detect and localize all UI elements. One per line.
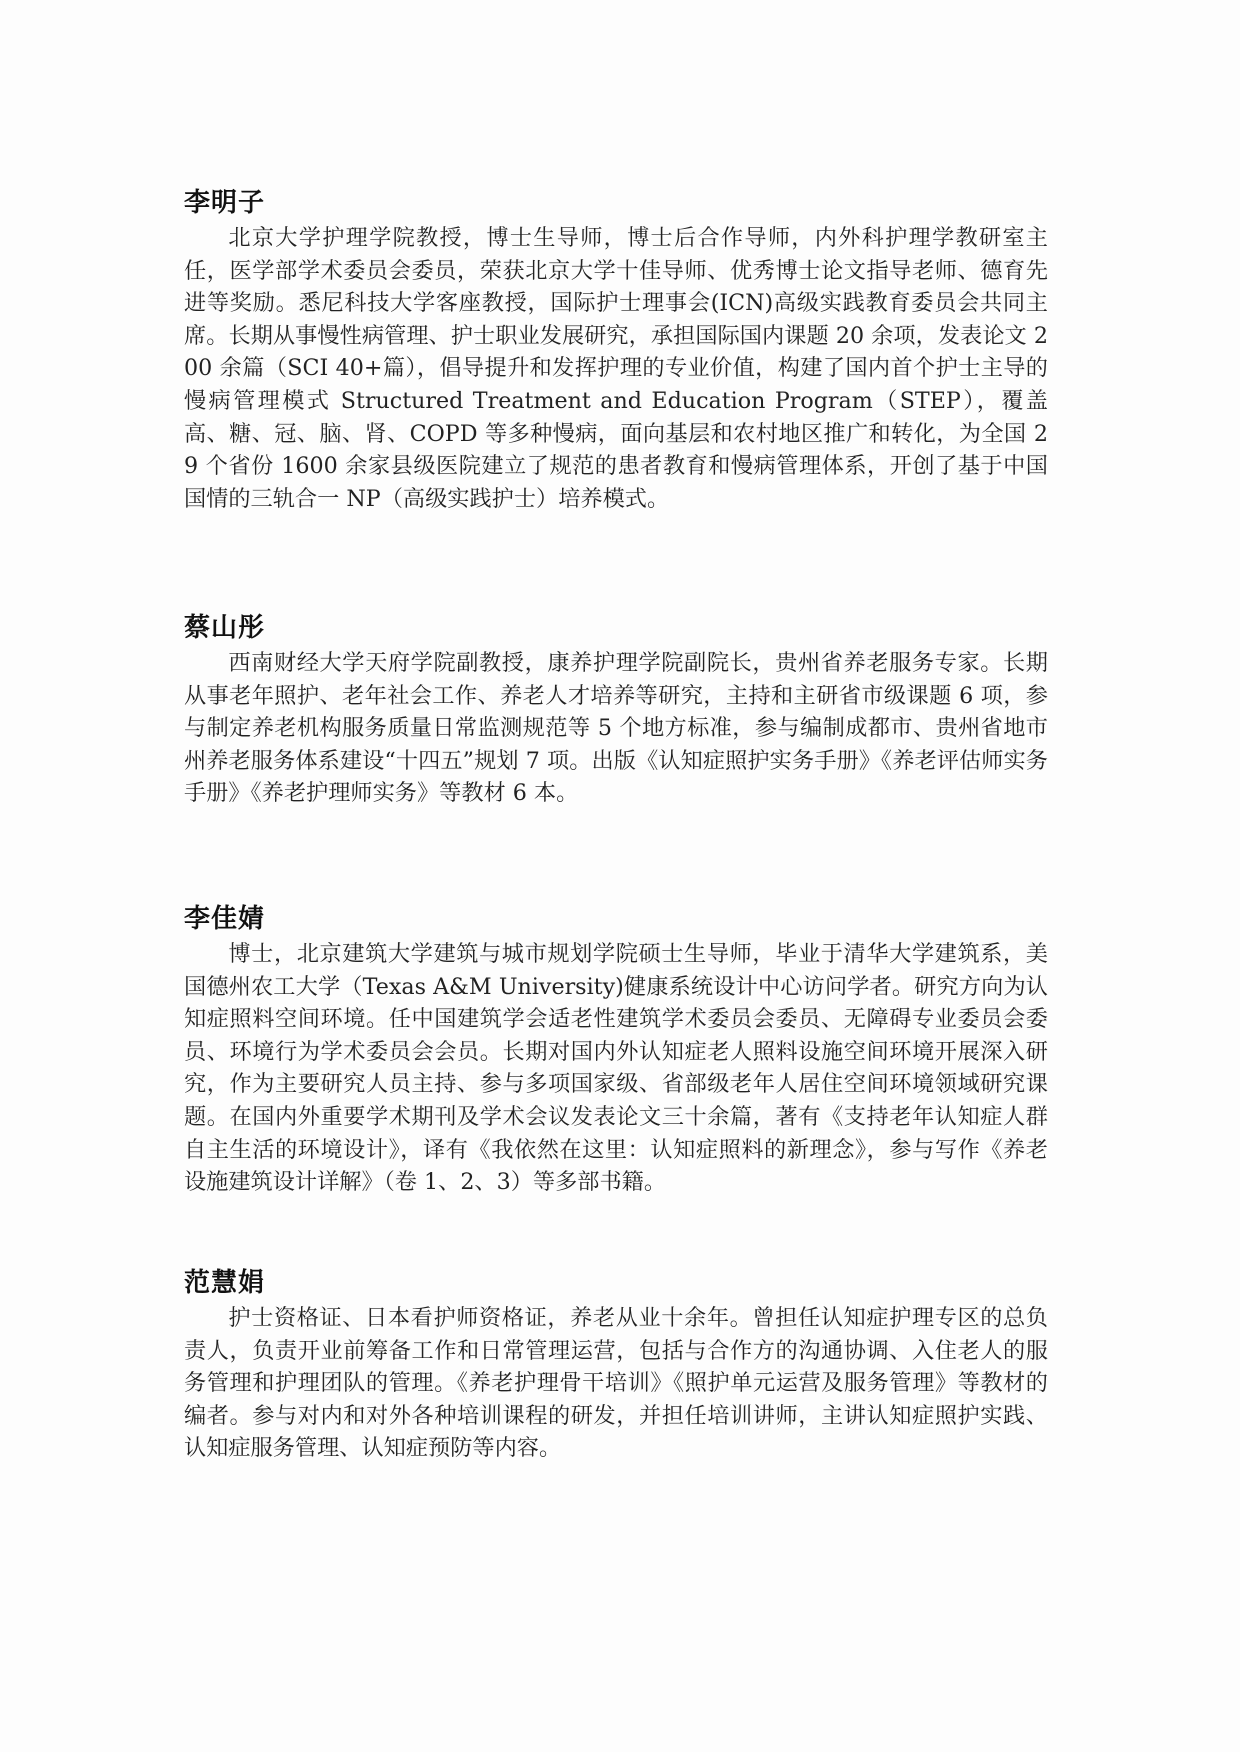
bio-section-li-mingzi <box>184 188 1048 515</box>
bio-text: 博士，北京建筑大学建筑与城市规划学院硕士生导师，毕业于清华大学建筑系，美国德州农工大学（Texas A&M University)健康系统设计中心访问学者。研究方向为认知症照料空间环境。任中国建筑学会适老性建筑学术委员会委员、无障碍专业委员会委员、环境行为学术委员会会员。长期对国内外认知症老人照料设施空间环境开展深入研究，作为主要研究人员主持、参与多项国家级、省部级老年人居住空间环境领域研究课题。在国内外重要学术期刊及学术会议发表论文三十余篇，著有《支持老年认知症人群自主生活的环境设计》，译有《我依然在这里：认知症照料的新理念》，参与写作《养老设施建筑设计详解》（卷 1、2、3）等多部书籍。 <box>184 941 1048 1196</box>
bio-section-fan-huijuan <box>184 1268 1048 1465</box>
bio-name: 李佳婧 <box>184 904 266 934</box>
bio-name: 蔡山彤 <box>184 613 266 643</box>
bio-section-cai-shantong <box>184 613 1048 810</box>
bio-name: 李明子 <box>184 188 266 218</box>
bio-section-li-jiajing <box>184 904 1048 1199</box>
bio-text: 北京大学护理学院教授，博士生导师，博士后合作导师，内外科护理学教研室主任，医学部学术委员会委员，荣获北京大学十佳导师、优秀博士论文指导老师、德育先进等奖励。悉尼科技大学客座教授，国际护士理事会(ICN)高级实践教育委员会共同主席。长期从事慢性病管理、护士职业发展研究，承担国际国内课题 20 余项，发表论文 200 余篇（SCI 40+篇），倡导提升和发挥护理的专业价值，构建了国内首个护士主导的慢病管理模式 Structured Treatment and Education Program（STEP），覆盖高、糖、冠、脑、肾、COPD 等多种慢病，面向基层和农村地区推广和转化，为全国 29 个省份 1600 余家县级医院建立了规范的患者教育和慢病管理体系，开创了基于中国国情的三轨合一 NP（高级实践护士）培养模式。 <box>184 225 1048 512</box>
bio-name: 范慧娟 <box>184 1268 266 1298</box>
bio-text: 护士资格证、日本看护师资格证，养老从业十余年。曾担任认知症护理专区的总负责人，负责开业前筹备工作和日常管理运营，包括与合作方的沟通协调、入住老人的服务管理和护理团队的管理。《养老护理骨干培训》《照护单元运营及服务管理》等教材的编者。参与对内和对外各种培训课程的研发，并担任培训讲师，主讲认知症照护实践、认知症服务管理、认知症预防等内容。 <box>184 1305 1048 1462</box>
bio-text: 西南财经大学天府学院副教授，康养护理学院副院长，贵州省养老服务专家。长期从事老年照护、老年社会工作、养老人才培养等研究，主持和主研省市级课题 6 项，参与制定养老机构服务质量日常监测规范等 5 个地方标准，参与编制成都市、贵州省地市州养老服务体系建设“十四五”规划 7 项。出版《认知症照护实务手册》《养老评估师实务手册》《养老护理师实务》等教材 6 本。 <box>184 650 1048 807</box>
